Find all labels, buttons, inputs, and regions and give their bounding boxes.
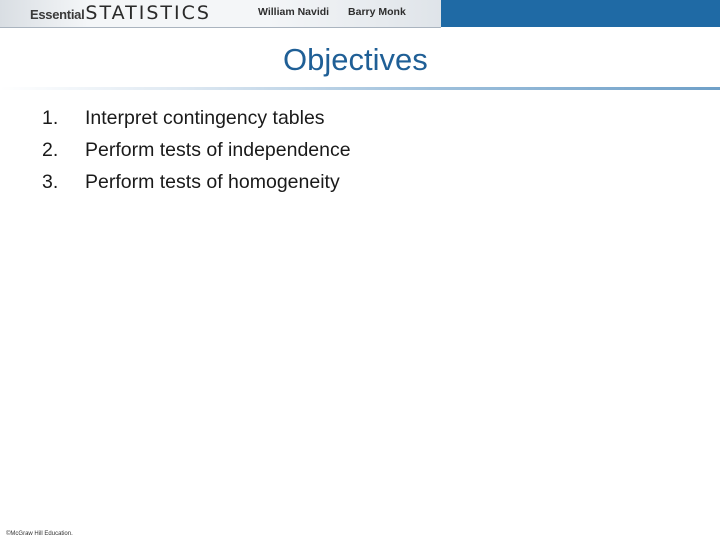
- author-1: William Navidi: [258, 6, 330, 18]
- title-rule: [0, 87, 720, 90]
- list-item-number: 3.: [42, 171, 59, 193]
- list-item-text: Perform tests of homogeneity: [85, 171, 340, 193]
- banner-blue-panel: [441, 0, 720, 27]
- header-banner: [0, 0, 720, 27]
- list-item: [42, 134, 351, 166]
- author-2: Barry Monk: [348, 6, 406, 18]
- list-item-number: 2.: [42, 139, 59, 161]
- brand-statistics-text: STATISTICS: [85, 2, 211, 24]
- brand-essential-text: Essential: [30, 7, 85, 22]
- objectives-list: [42, 102, 351, 198]
- list-item-text: Perform tests of independence: [85, 139, 351, 161]
- copyright-footer: ©McGraw Hill Education.: [6, 531, 73, 537]
- list-item: [42, 102, 351, 134]
- authors: [258, 6, 422, 18]
- book-logo: [30, 2, 211, 24]
- list-item: [42, 166, 351, 198]
- list-item-text: Interpret contingency tables: [85, 107, 325, 129]
- slide-title: Objectives: [283, 42, 428, 77]
- list-item-number: 1.: [42, 107, 59, 129]
